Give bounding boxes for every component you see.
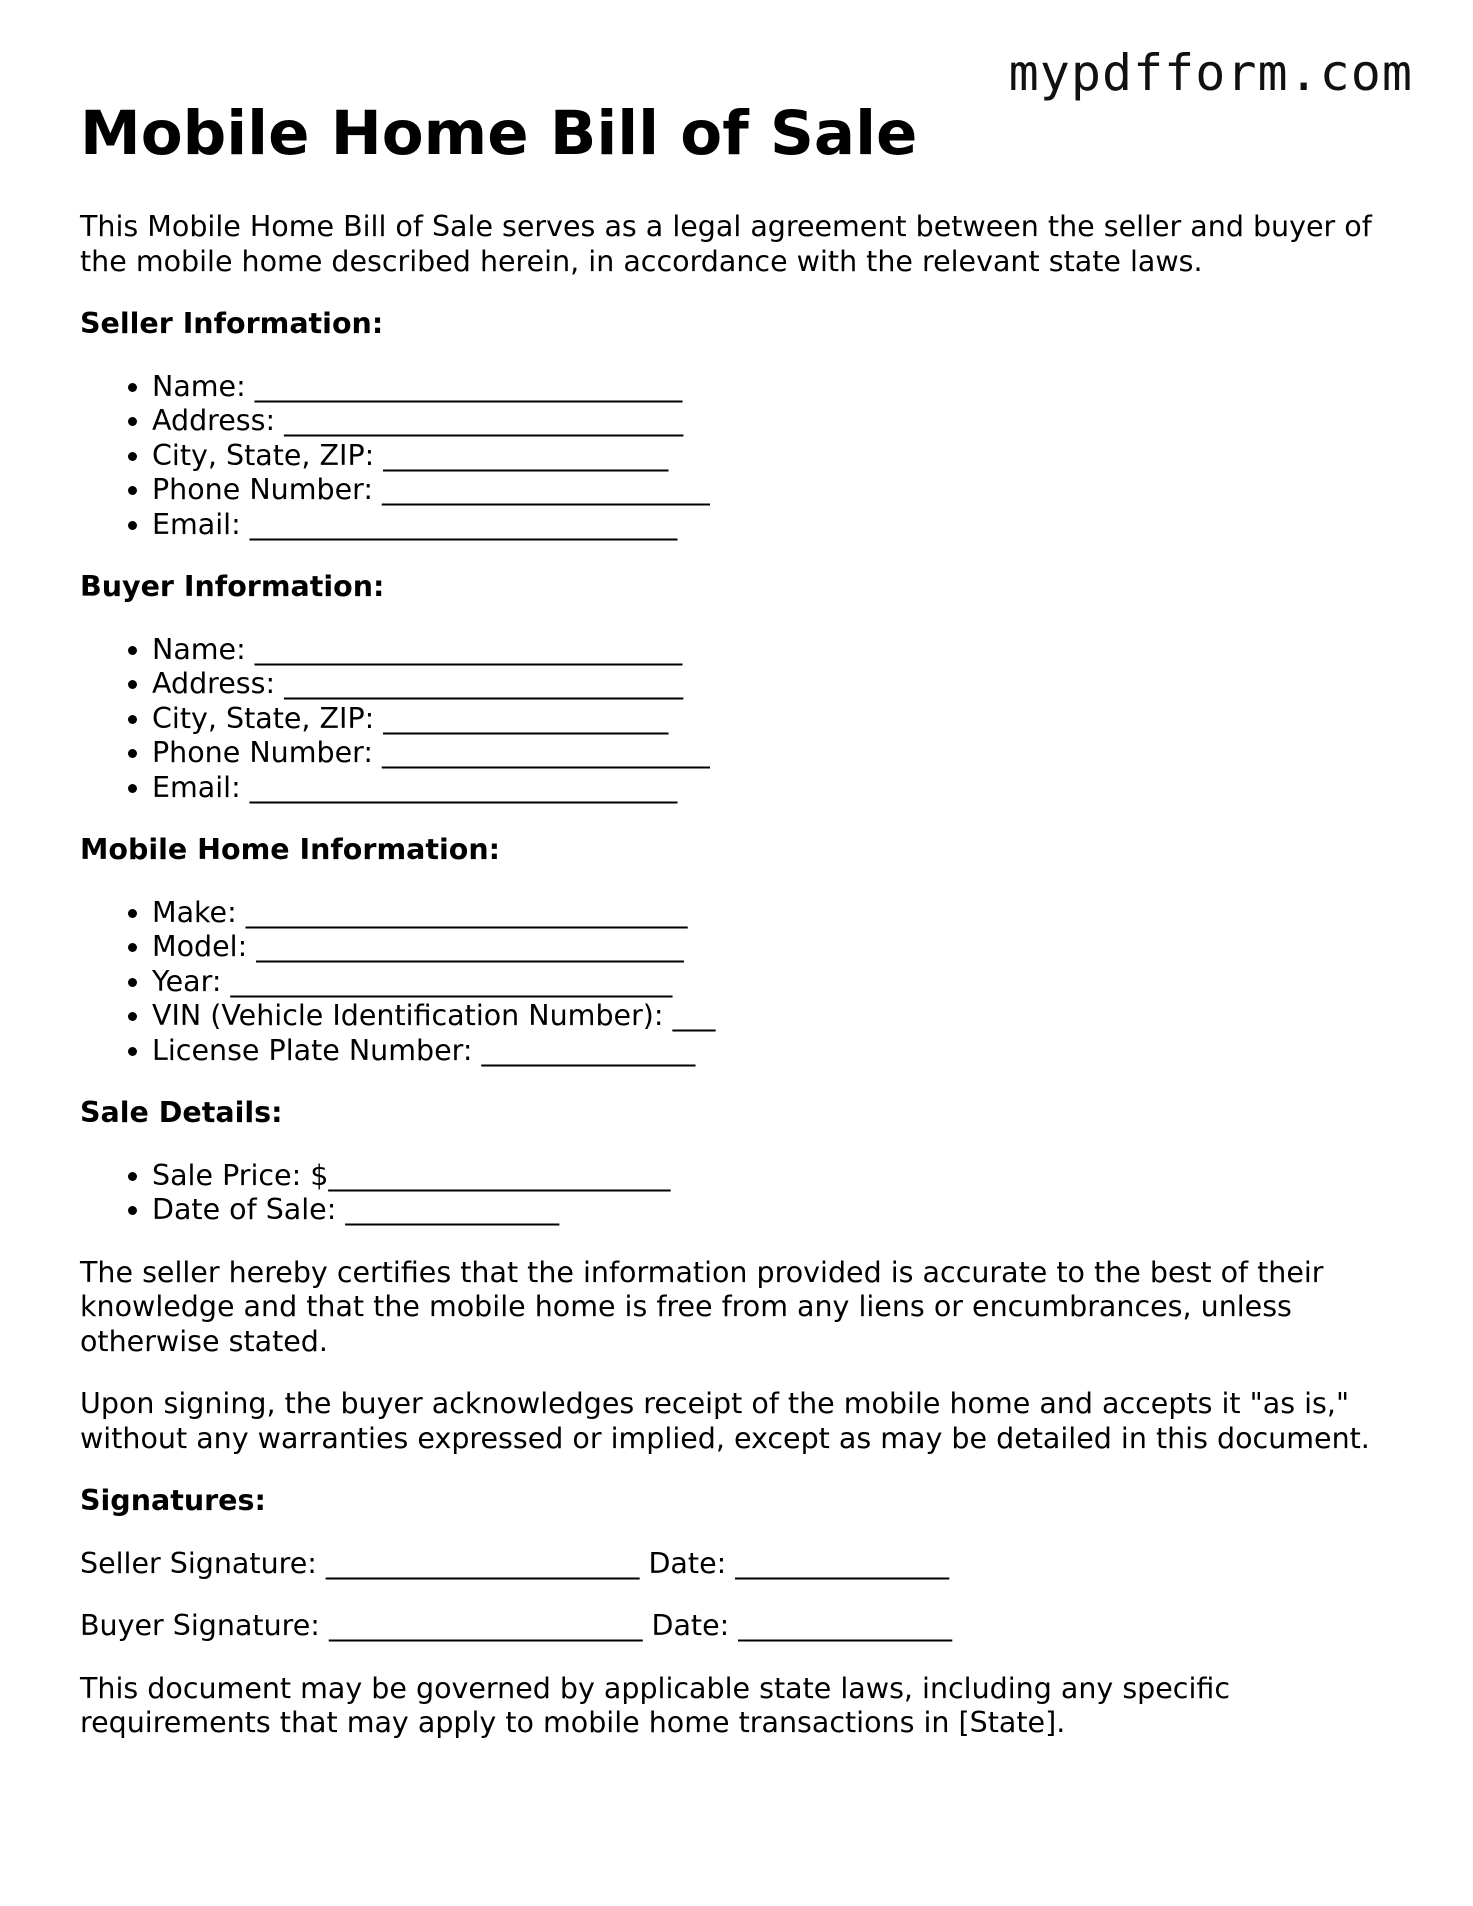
home-vin-field[interactable]: • VIN (Vehicle Identification Number): ___ [152, 999, 1400, 1034]
sale-price-field[interactable]: • Sale Price: $________________________ [152, 1159, 1400, 1194]
buyer-fields [80, 633, 1400, 806]
buyer-city-state-zip-field[interactable]: • City, State, ZIP: ____________________ [152, 702, 1400, 737]
buyer-name-field[interactable]: • Name: ______________________________ [152, 633, 1400, 668]
mobile-home-heading: Mobile Home Information: [80, 833, 501, 866]
home-make-field[interactable]: • Make: _______________________________ [152, 896, 1400, 931]
home-year-field[interactable]: • Year: _______________________________ [152, 965, 1400, 1000]
sale-details-heading: Sale Details: [80, 1096, 283, 1129]
sale-date-field[interactable]: • Date of Sale: _______________ [152, 1193, 1400, 1228]
sale-details-fields [80, 1159, 1400, 1228]
intro-paragraph: This Mobile Home Bill of Sale serves as a legal agreement between the seller and buyer of the mobile home described herein, in accordance with the relevant state laws. [80, 210, 1372, 278]
seller-signature-line[interactable]: Seller Signature: ______________________ Date: _______________ [80, 1546, 950, 1580]
certification-paragraph: The seller hereby certifies that the information provided is accurate to the best of their knowledge and that the mobile home is free from any liens or encumbrances, unless otherwise stated. [80, 1255, 1324, 1358]
buyer-address-field[interactable]: • Address: ____________________________ [152, 667, 1400, 702]
document-body [80, 210, 1400, 1769]
seller-heading: Seller Information: [80, 307, 384, 340]
home-model-field[interactable]: • Model: ______________________________ [152, 930, 1400, 965]
document-title: Mobile Home Bill of Sale [80, 98, 918, 169]
seller-name-field[interactable]: • Name: ______________________________ [152, 370, 1400, 405]
seller-city-state-zip-field[interactable]: • City, State, ZIP: ____________________ [152, 439, 1400, 474]
footer-paragraph: This document may be governed by applicable state laws, including any specific requirements that may apply to mobile home transactions in [State]. [80, 1671, 1231, 1739]
buyer-email-field[interactable]: • Email: ______________________________ [152, 771, 1400, 806]
acknowledgement-paragraph: Upon signing, the buyer acknowledges receipt of the mobile home and accepts it "as is," without any warranties expressed or implied, except as may be detailed in this document. [80, 1387, 1370, 1455]
home-license-plate-field[interactable]: • License Plate Number: _______________ [152, 1034, 1400, 1069]
buyer-heading: Buyer Information: [80, 570, 385, 603]
seller-address-field[interactable]: • Address: ____________________________ [152, 404, 1400, 439]
buyer-signature-line[interactable]: Buyer Signature: ______________________ Date: _______________ [80, 1609, 953, 1642]
seller-fields [80, 370, 1400, 543]
signatures-heading: Signatures: [80, 1484, 266, 1517]
buyer-phone-field[interactable]: • Phone Number: _______________________ [152, 736, 1400, 771]
site-watermark: mypdfform.com [1008, 44, 1413, 102]
seller-email-field[interactable]: • Email: ______________________________ [152, 508, 1400, 543]
seller-phone-field[interactable]: • Phone Number: _______________________ [152, 473, 1400, 508]
mobile-home-fields [80, 896, 1400, 1069]
